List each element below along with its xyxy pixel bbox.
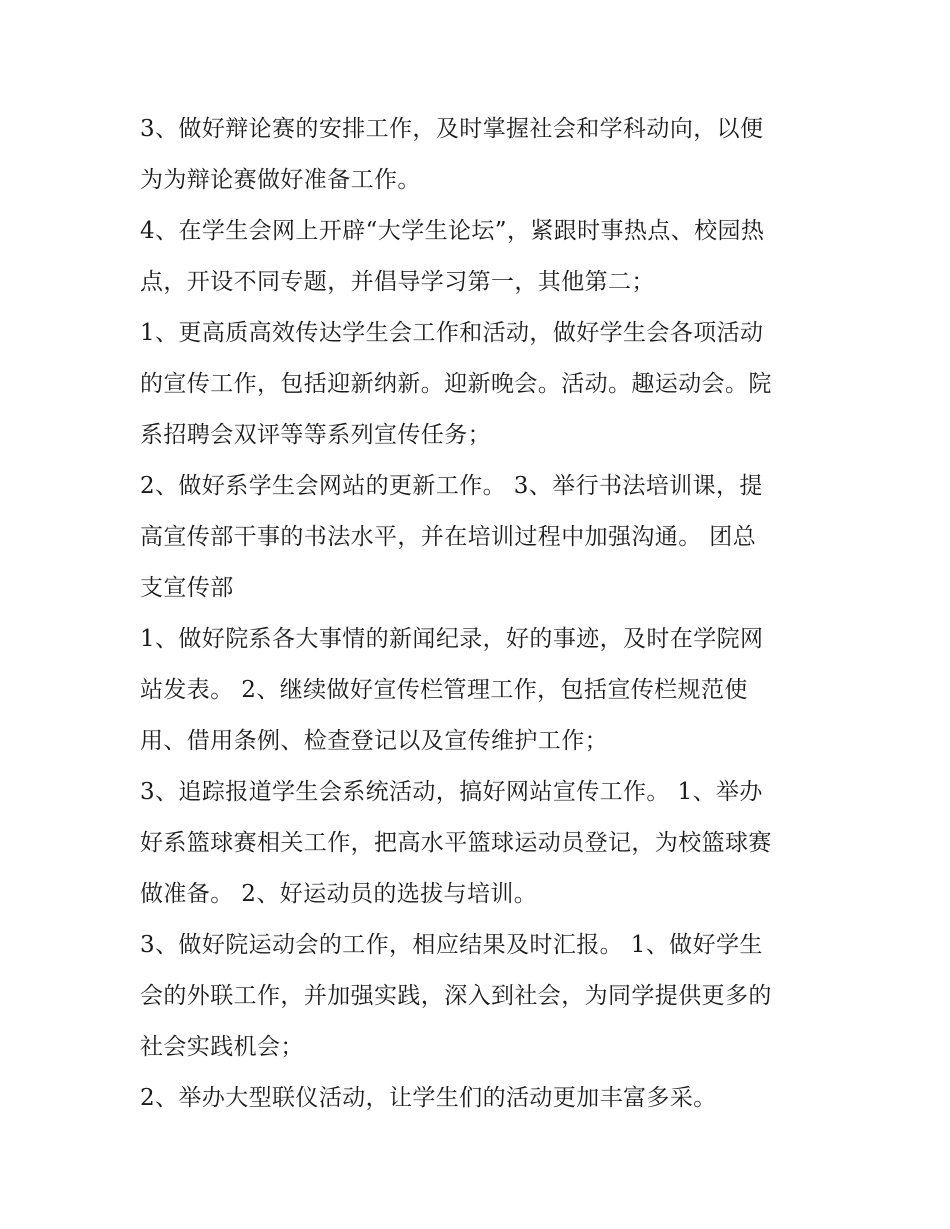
text-line: 2、举办大型联仪活动，让学生们的活动更加丰富多采。 (140, 1085, 717, 1111)
text-line: 3、做好院运动会的工作，相应结果及时汇报。 1、做好学生 (140, 932, 763, 958)
text-line: 1、更高质高效传达学生会工作和活动，做好学生会各项活动 (140, 320, 764, 346)
text-line: 支宣传部 (140, 575, 234, 601)
text-line: 系招聘会双评等等系列宣传任务； (140, 422, 491, 448)
text-line: 3、追踪报道学生会系统活动，搞好网站宣传工作。 1、举办 (140, 779, 763, 805)
text-line: 高宣传部干事的书法水平，并在培训过程中加强沟通。 团总 (140, 524, 757, 550)
text-line: 会的外联工作，并加强实践，深入到社会，为同学提供更多的 (140, 983, 772, 1009)
text-line: 为为辩论赛做好准备工作。 (140, 167, 421, 193)
text-line: 好系篮球赛相关工作，把高水平篮球运动员登记，为校篮球赛 (140, 830, 772, 856)
text-line: 社会实践机会； (140, 1034, 304, 1060)
text-line: 的宣传工作，包括迎新纳新。迎新晚会。活动。趣运动会。院 (140, 371, 772, 397)
text-line: 1、做好院系各大事情的新闻纪录，好的事迹，及时在学院网 (140, 626, 764, 652)
text-line: 4、在学生会网上开辟“大学生论坛”，紧跟时事热点、校园热 (140, 218, 765, 244)
text-line: 3、做好辩论赛的安排工作，及时掌握社会和学科动向，以便 (140, 116, 764, 142)
text-line: 点，开设不同专题，并倡导学习第一，其他第二； (140, 269, 655, 295)
text-line: 2、做好系学生会网站的更新工作。 3、举行书法培训课，提 (140, 473, 763, 499)
text-line: 做准备。 2、好运动员的选拔与培训。 (140, 881, 538, 907)
text-line: 站发表。 2、继续做好宣传栏管理工作，包括宣传栏规范使 (140, 677, 748, 703)
text-line: 用、借用条例、检查登记以及宣传维护工作； (140, 728, 608, 754)
document-body (140, 104, 820, 1124)
